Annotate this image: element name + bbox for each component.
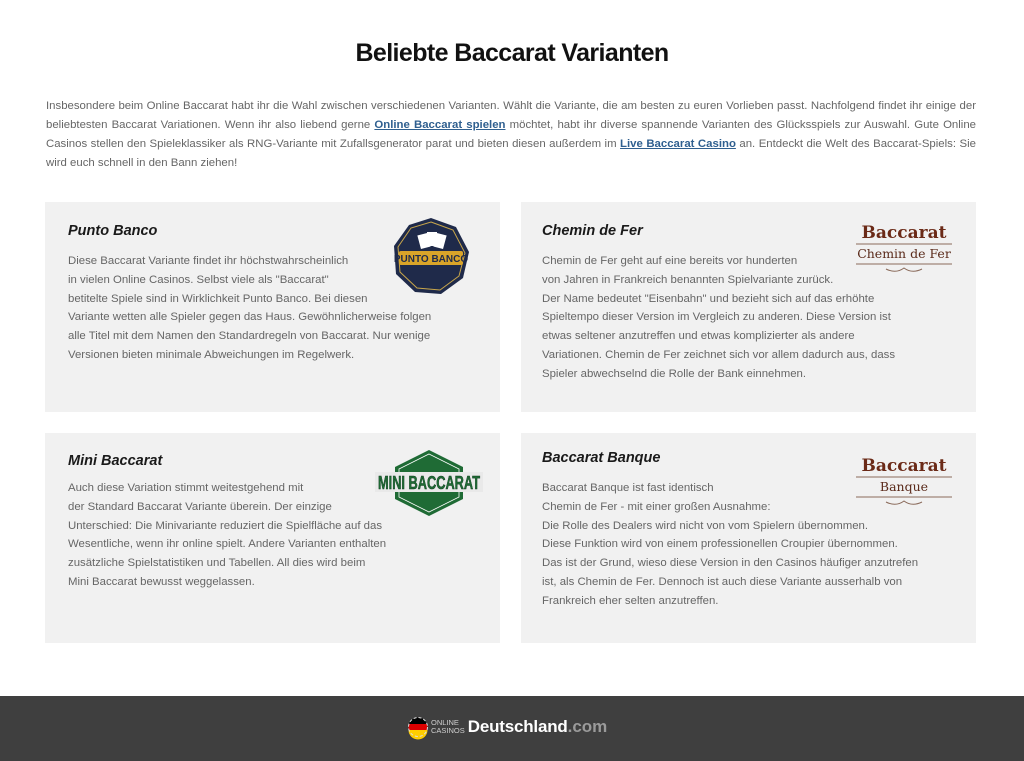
mini-baccarat-logo bbox=[375, 449, 483, 517]
card-text: Diese Baccarat Variante findet ihr höchstwahrscheinlich in vielen Online Casinos. Selbst viele als "Baccarat" betitelte Spiele sind in Wirklichkeit Punto Banco. Bei diesen Variante wetten alle Spieler gegen das Haus. Gewöhnlicherweise folgen alle Titel mit dem Namen den Standardregeln von Baccarat. Nur wenige Versionen bieten minimale Abweichungen im Regelwerk. bbox=[68, 255, 432, 361]
card-baccarat-banque bbox=[521, 433, 976, 643]
card-chemin-de-fer bbox=[521, 202, 976, 412]
banque-logo-word: Baccarat bbox=[861, 456, 947, 476]
live-baccarat-casino-link[interactable]: Live Baccarat Casino bbox=[620, 138, 736, 150]
intro-text-1: Insbesondere beim Online Baccarat habt ihr die Wahl zwischen verschiedenen Varianten. Wählt die Variante, die am besten zu euren Vorlieben passt. Nachfolgend findet ihr einige der beliebtesten Baccarat Variationen. Wenn ihr also liebend gerne bbox=[46, 100, 976, 131]
card-title: Mini Baccarat bbox=[68, 453, 163, 469]
card-title: Chemin de Fer bbox=[542, 223, 643, 239]
page-title: Beliebte Baccarat Varianten bbox=[355, 39, 669, 67]
footer-logo-tld: .com bbox=[567, 717, 608, 736]
punto-banco-logo-text: PUNTO BANCO bbox=[393, 254, 469, 265]
online-baccarat-spielen-link[interactable]: Online Baccarat spielen bbox=[374, 119, 506, 131]
chemin-logo-sub: Chemin de Fer bbox=[857, 246, 951, 261]
footer-logo-brand: Deutschland bbox=[467, 717, 568, 736]
mini-baccarat-logo-text: MINI BACCARAT bbox=[378, 473, 480, 493]
card-mini-baccarat bbox=[45, 433, 500, 643]
footer-logo-small bbox=[431, 719, 465, 735]
baccarat-banque-logo bbox=[852, 452, 956, 512]
intro-text-2: möchtet, habt ihr diverse spannende Varianten des Glücksspiels zur Auswahl. Gute Online Casinos stellen den Spieleklassiker als RNG-Variante mit Zufallsgenerator parat und bieten diesen außerdem im bbox=[46, 119, 976, 150]
card-title: Punto Banco bbox=[68, 223, 158, 239]
chemin-logo-word: Baccarat bbox=[861, 223, 947, 243]
footer-logo-small-2: CASINOS bbox=[431, 726, 465, 735]
card-text: Auch diese Variation stimmt weitestgehend mit der Standard Baccarat Variante überein. Der einzige Unterschied: Die Minivariante reduziert die Spielfläche auf das Wesentliche, wenn ihr online spielt. Andere Varianten enthalten zusätzliche Spielstatistiken und Tabellen. All dies wird beim Mini Baccarat bewusst weggelassen. bbox=[68, 482, 387, 588]
germany-flag-chip-icon bbox=[408, 713, 428, 741]
footer-logo-small-1: ONLINE bbox=[431, 718, 459, 727]
chemin-de-fer-logo bbox=[852, 219, 956, 279]
intro-text-3: an. Entdeckt die Welt des Baccarat-Spiels: Sie wird euch schnell in den Bann ziehen! bbox=[46, 138, 976, 169]
card-text: Baccarat Banque ist fast identisch Chemin de Fer - mit einer großen Ausnahme: Die Rolle des Dealers wird nicht von vom Spielern übernommen. Diese Funktion wird von einem professionellen Croupier übernommen. Das ist der Grund, wieso diese Version in den Casinos häufiger anzutrefen ist, als Chemin de Fer. Dennoch ist auch diese Variante ausserhalb von Frankreich eher selten anzutreffen. bbox=[542, 482, 919, 607]
punto-banco-logo bbox=[391, 216, 471, 296]
intro-paragraph bbox=[46, 97, 976, 173]
banque-logo-sub: Banque bbox=[879, 479, 929, 494]
card-text: Chemin de Fer geht auf eine bereits vor hunderten von Jahren in Frankreich benannten Spielvariante zurück. Der Name bedeutet "Eisenbahn" und bezieht sich auf das erhöhte Spieltempo dieser Version im Vergleich zu anderen. Diese Version ist etwas seltener anzutreffen und etwas komplizierter als andere Variationen. Chemin de Fer zeichnet sich vor allem dadurch aus, dass Spieler abwechselnd die Rolle der Bank einnehmen. bbox=[542, 255, 896, 380]
card-punto-banco bbox=[45, 202, 500, 412]
footer-logo-link[interactable] bbox=[408, 712, 607, 742]
footer bbox=[0, 696, 1024, 761]
card-title: Baccarat Banque bbox=[542, 450, 661, 466]
